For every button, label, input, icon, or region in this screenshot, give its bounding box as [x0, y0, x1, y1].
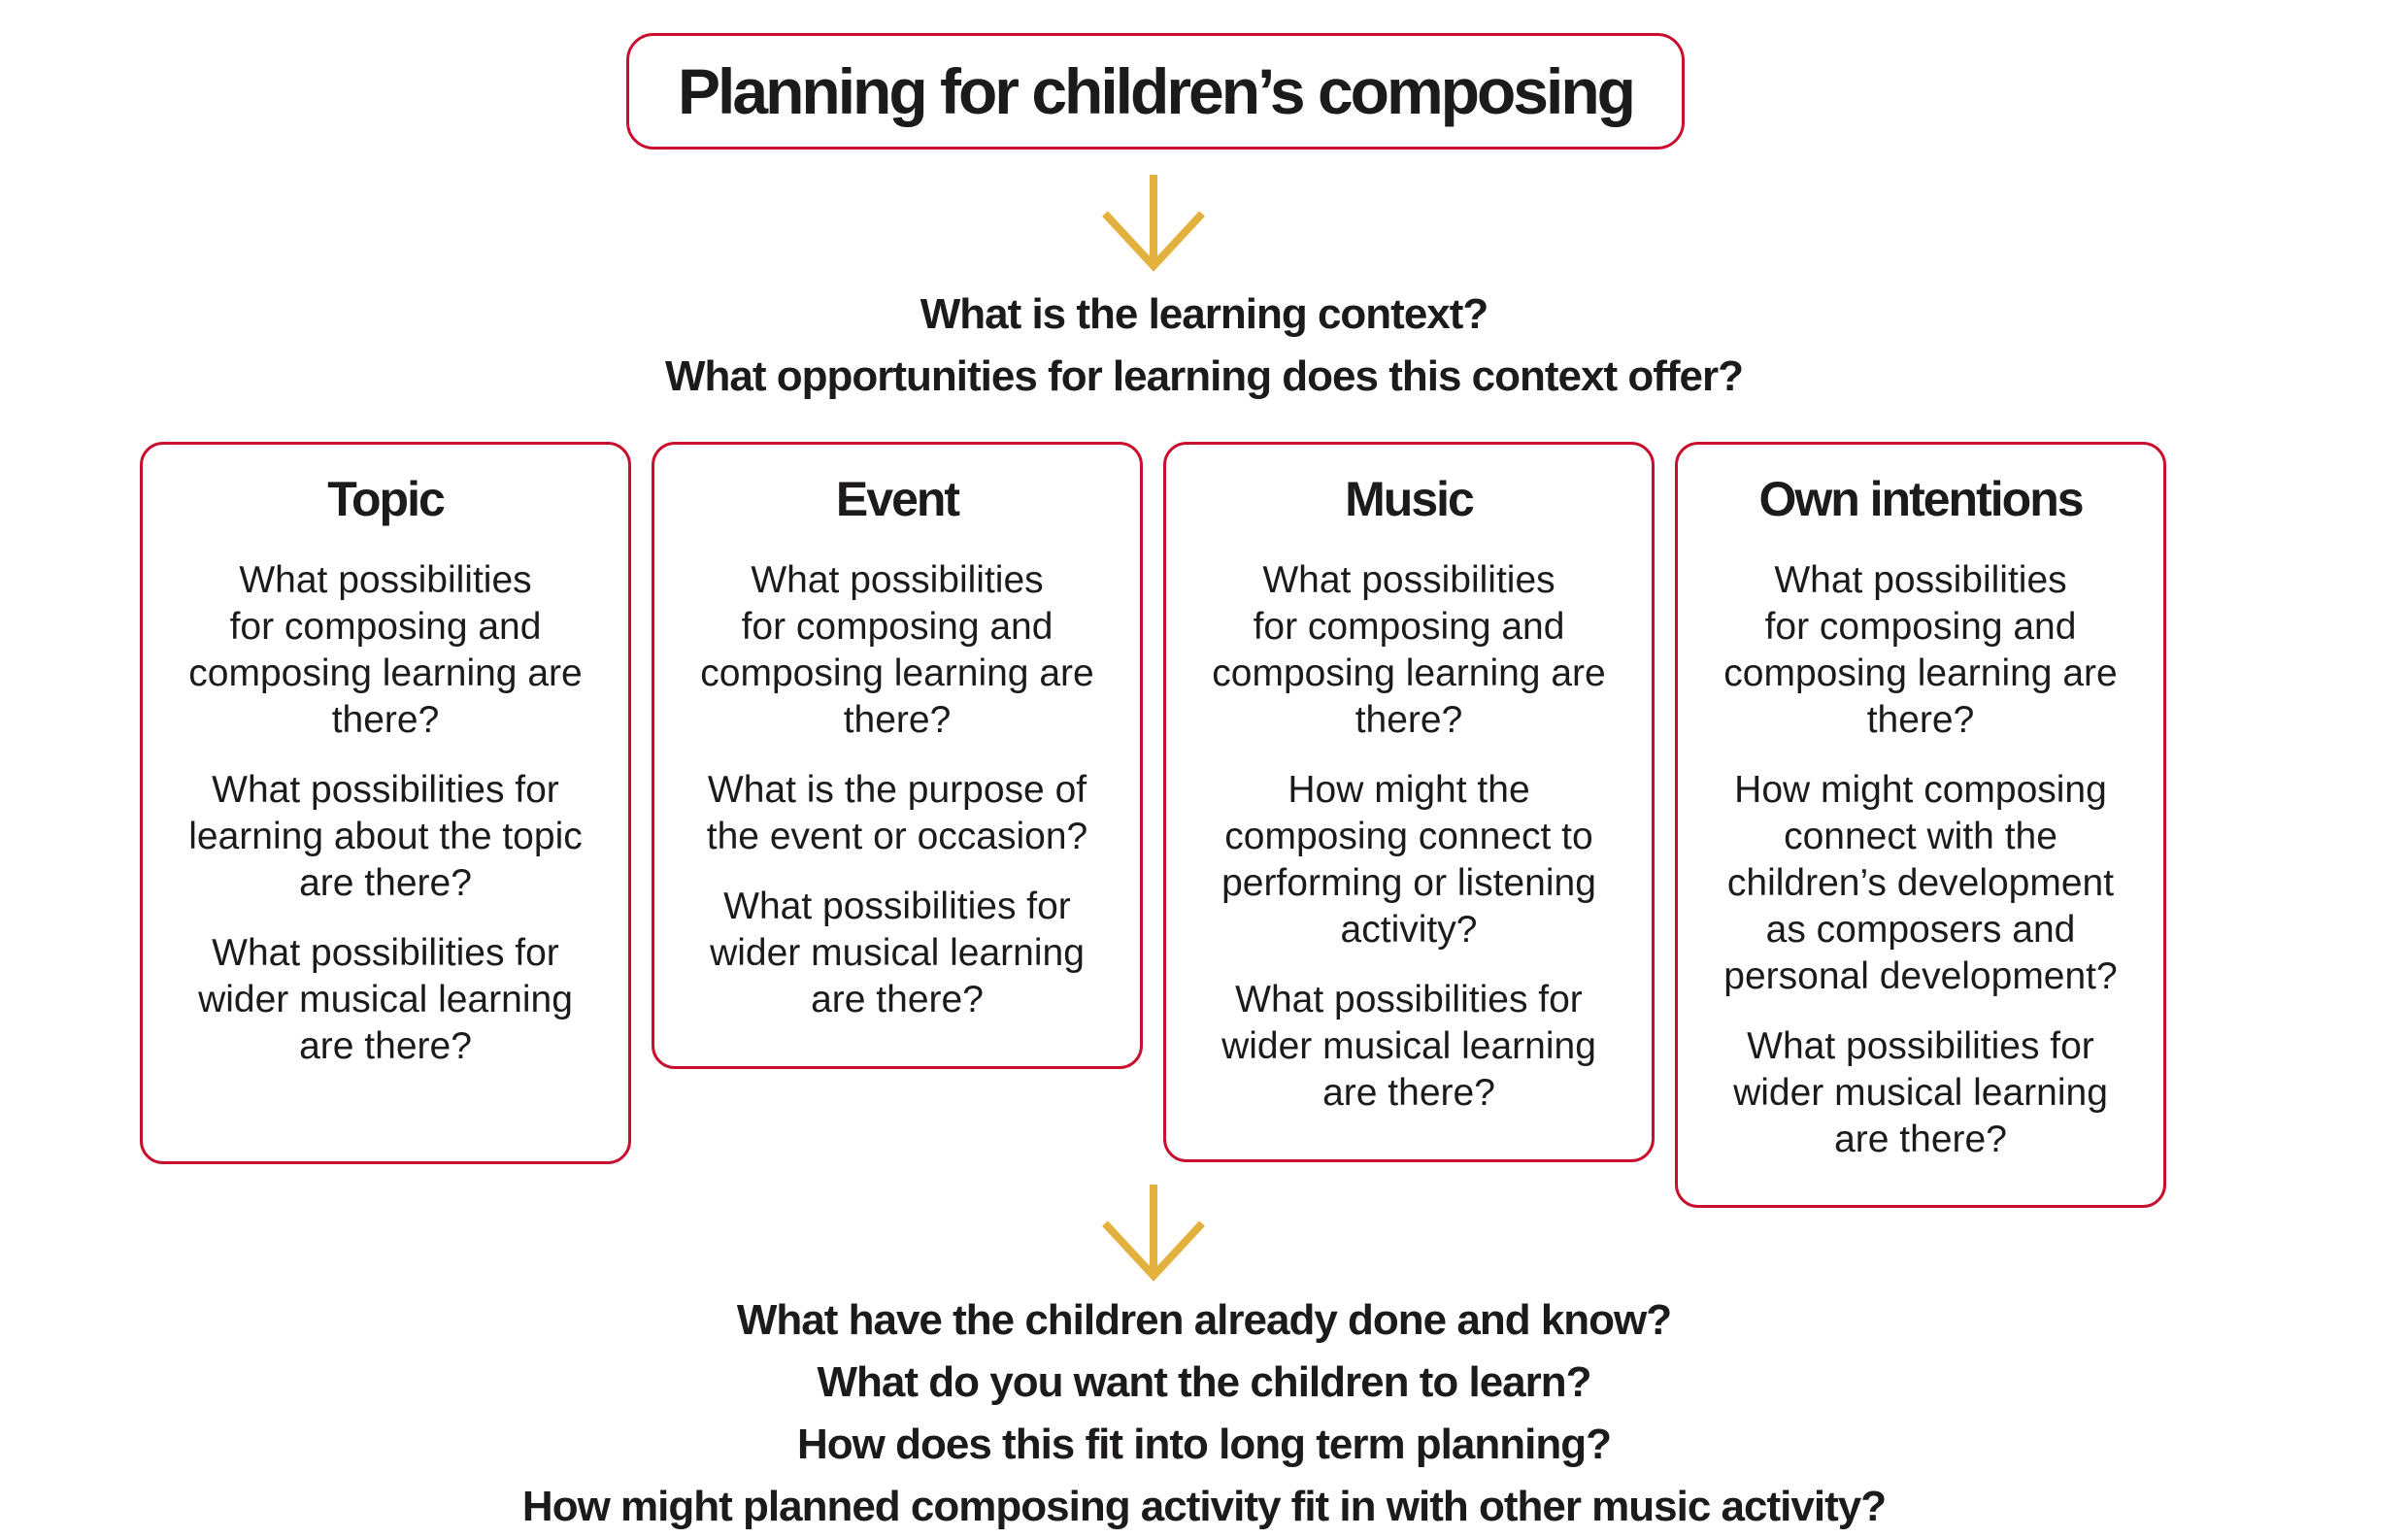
down-arrow-icon	[1099, 173, 1208, 274]
card-heading: Event	[835, 472, 959, 526]
diagram-title: Planning for children’s composing	[678, 55, 1633, 127]
card-own-intentions	[1675, 442, 2166, 1208]
card-question: What possibilities for composing and composing learning are there?	[1212, 559, 1606, 741]
card-question: What possibilities for wider musical learning are there?	[1221, 979, 1596, 1114]
card-event	[652, 442, 1143, 1069]
card-question: What possibilities for composing and composing learning are there?	[700, 559, 1094, 741]
down-arrow-icon	[1099, 1183, 1208, 1284]
card-question: What possibilities for learning about the topic are there?	[188, 769, 583, 904]
title-box	[626, 33, 1685, 150]
context-question: What opportunities for learning does this context offer?	[664, 352, 1744, 400]
card-heading: Own intentions	[1758, 472, 2083, 526]
final-question: How might planned composing activity fit in with other music activity?	[521, 1483, 1887, 1530]
card-question: What possibilities for composing and composing learning are there?	[188, 559, 583, 741]
card-question: What possibilities for wider musical learning are there?	[198, 932, 573, 1067]
card-question: What possibilities for composing and composing learning are there?	[1723, 559, 2118, 741]
card-question: What possibilities for wider musical learning are there?	[710, 886, 1085, 1020]
card-question: What possibilities for wider musical learning are there?	[1733, 1025, 2108, 1160]
card-question: What is the purpose of the event or occasion?	[706, 769, 1088, 857]
card-heading: Topic	[327, 472, 444, 526]
final-questions	[0, 1289, 2408, 1538]
context-question: What is the learning context?	[920, 290, 1488, 338]
final-question: What have the children already done and know?	[736, 1296, 1672, 1344]
card-question: How might composing connect with the children’s development as composers and personal development?	[1723, 769, 2118, 997]
context-questions	[0, 284, 2408, 408]
card-question: How might the composing connect to performing or listening activity?	[1221, 769, 1596, 951]
card-topic	[140, 442, 631, 1164]
card-heading: Music	[1345, 472, 1473, 526]
card-music	[1163, 442, 1655, 1162]
final-question: What do you want the children to learn?	[817, 1358, 1591, 1406]
final-question: How does this fit into long term planning?	[797, 1421, 1611, 1468]
